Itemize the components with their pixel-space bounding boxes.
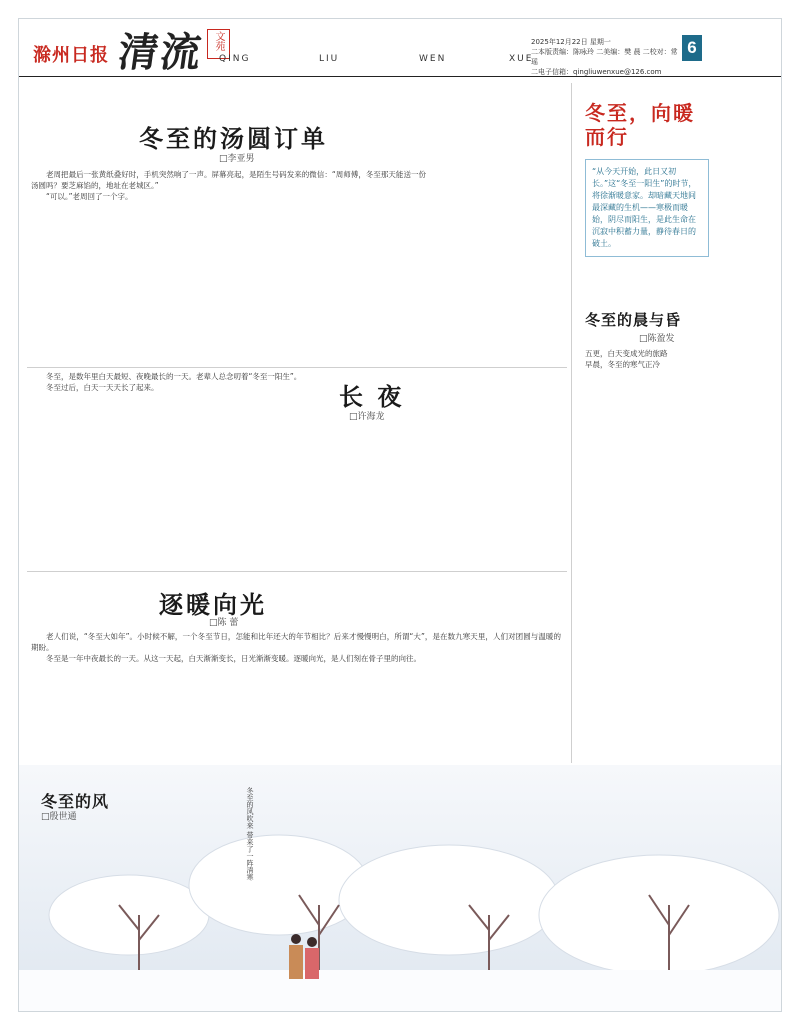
pinyin-2: LIU	[319, 54, 340, 64]
verse-line: 带来了一阵清寒	[246, 831, 254, 881]
promo-title: 冬至，向暖而行	[585, 101, 695, 149]
article-3-paragraph: 老人们说，“冬至大如年”。小时候不解，一个冬至节日，怎能和比年还大的年节相比？后来才慢慢明白，所谓“大”，是在数九寒天里，人们对团圆与温暖的期盼。	[31, 632, 561, 652]
poem-title: 冬至的晨与昏	[585, 311, 682, 329]
article-2-byline: □许海龙	[349, 412, 385, 422]
issue-editors: 二本版责编：陈咏玲 二美编：樊 晨 二校对：常 瑶	[531, 48, 678, 66]
issue-meta	[531, 37, 681, 77]
article-3-paragraph: 冬至是一年中夜最长的一天。从这一天起，白天渐渐变长，日光渐渐变暖。逐暖向光，是人们刻在骨子里的向往。	[46, 654, 421, 663]
article-1-body	[31, 169, 426, 359]
poem-byline: □陈盈发	[639, 334, 675, 344]
poem-line: 五更，白天变成光的旅路	[585, 349, 668, 358]
article-4-title: 冬至的风	[41, 792, 110, 811]
column-rule-right	[571, 83, 572, 763]
rule-2	[27, 571, 567, 572]
article-1-title: 冬至的汤圆订单	[139, 124, 328, 153]
page-number: 6	[682, 35, 702, 61]
article-3-body	[31, 631, 561, 731]
article-4-lines	[105, 787, 255, 927]
issue-date: 2025年12月22日 星期一	[531, 38, 611, 46]
issue-email: 二电子信箱：qingliuwenxue@126.com	[531, 68, 662, 76]
article-2-paragraph: 冬至，是数年里白天最短、夜晚最长的一天。老辈人总念叨着“冬至一阳生”。	[46, 372, 302, 381]
promo-text: “从今天开始，此日又初长。”这“冬至一阳生”的时节，将徐渐暖意家。却暗藏天地间最深藏的生机——寒极而暖始，阴尽而阳生，是此生命在沉寂中积蓄力量，静待春日的破土。	[585, 159, 709, 257]
poem-text	[585, 349, 709, 749]
newspaper-page	[18, 18, 782, 1012]
article-2-title: 长 夜	[339, 382, 405, 411]
article-2-paragraph: 冬至过后，白天一天天长了起来。	[46, 383, 159, 392]
paper-name: 滁州日报	[33, 45, 109, 66]
promo-panel	[585, 101, 709, 291]
section-title: 清流	[115, 29, 206, 76]
section-stamp: 文苑	[207, 29, 230, 59]
article-1-byline: □李亚男	[219, 154, 255, 164]
article-3-title: 逐暖向光	[159, 590, 267, 619]
poem-line: 早晨，冬至的寒气正冷	[585, 359, 660, 369]
article-3-byline: □陈 蕾	[209, 618, 239, 628]
pinyin-3: WEN	[419, 54, 447, 64]
article-1-paragraph: “可以。”老周回了一个字。	[46, 192, 133, 201]
article-2-body	[31, 371, 561, 566]
article-1-paragraph: 老周把最后一张黄纸叠好时，手机突然响了一声。屏幕亮起，是陌生号码发来的微信：“周师傅，冬至那天能送一份汤圆吗？要芝麻馅的，地址在老城区。”	[31, 170, 426, 190]
masthead	[19, 19, 782, 77]
rule-1	[27, 367, 567, 368]
pinyin-1: QING	[219, 54, 251, 64]
article-4-byline: □殷世通	[41, 812, 77, 822]
pinyin-4: XUE	[509, 54, 534, 64]
verse-line: 冬至的风吹来	[246, 787, 254, 829]
